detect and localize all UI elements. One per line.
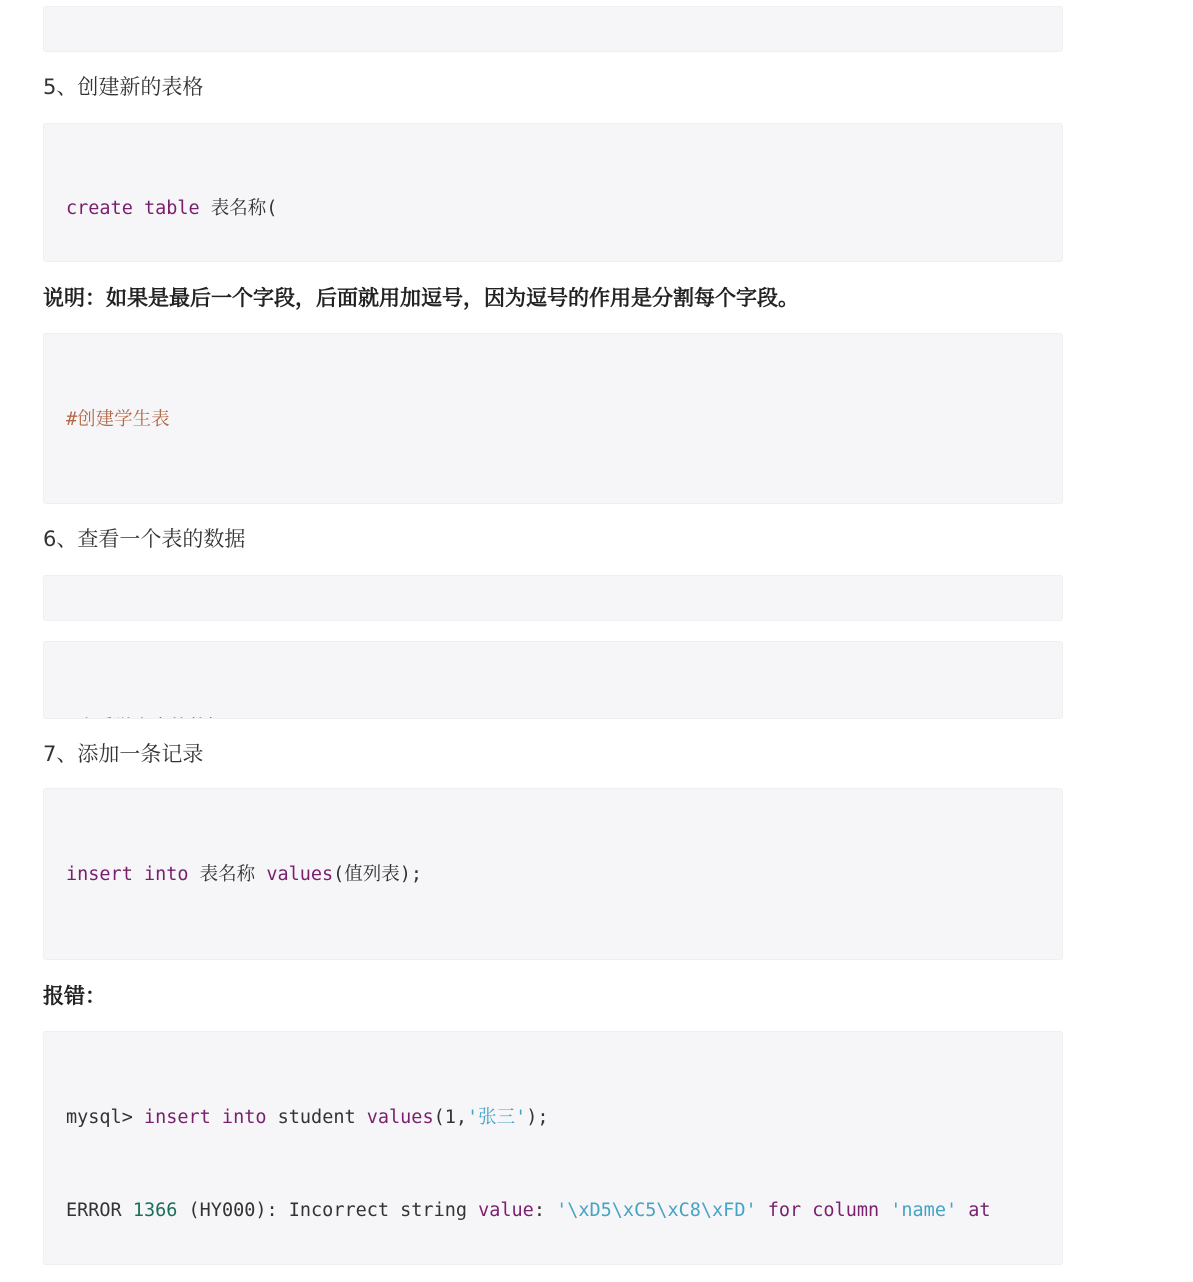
code-line: create table 表名称( (66, 198, 278, 219)
code-line (66, 952, 1040, 960)
error-heading: 报错： (43, 984, 106, 1008)
code-line (66, 497, 1040, 504)
note-paragraph: 说明：如果是最后一个字段，后面就用加逗号，因为逗号的作用是分割每个字段。 (43, 286, 799, 310)
code-block-create-student[interactable] (43, 333, 1063, 504)
code-line: ERROR 1366 (HY000): Incorrect string value: '\xD5\xC5\xC8\xFD' for column 'name' at (66, 1200, 991, 1221)
code-block-insert[interactable] (43, 788, 1063, 960)
code-line: mysql> insert into student values(1,'张三'); (66, 1107, 549, 1128)
section-heading-insert: 7、添加一条记录 (43, 742, 204, 766)
code-line: #创建学生表 (66, 409, 170, 430)
code-block-select-syntax[interactable] (43, 575, 1063, 621)
code-block-create-table-syntax[interactable] (43, 123, 1063, 262)
code-line: insert into 表名称 values(值列表); (66, 864, 423, 885)
section-heading-create-table: 5、创建新的表格 (43, 75, 204, 99)
code-line (66, 712, 1040, 719)
code-block-error-output[interactable] (43, 1031, 1063, 1265)
code-block-select-student[interactable] (43, 641, 1063, 719)
section-heading-select: 6、查看一个表的数据 (43, 527, 246, 551)
code-block-show-tables[interactable] (43, 6, 1063, 52)
